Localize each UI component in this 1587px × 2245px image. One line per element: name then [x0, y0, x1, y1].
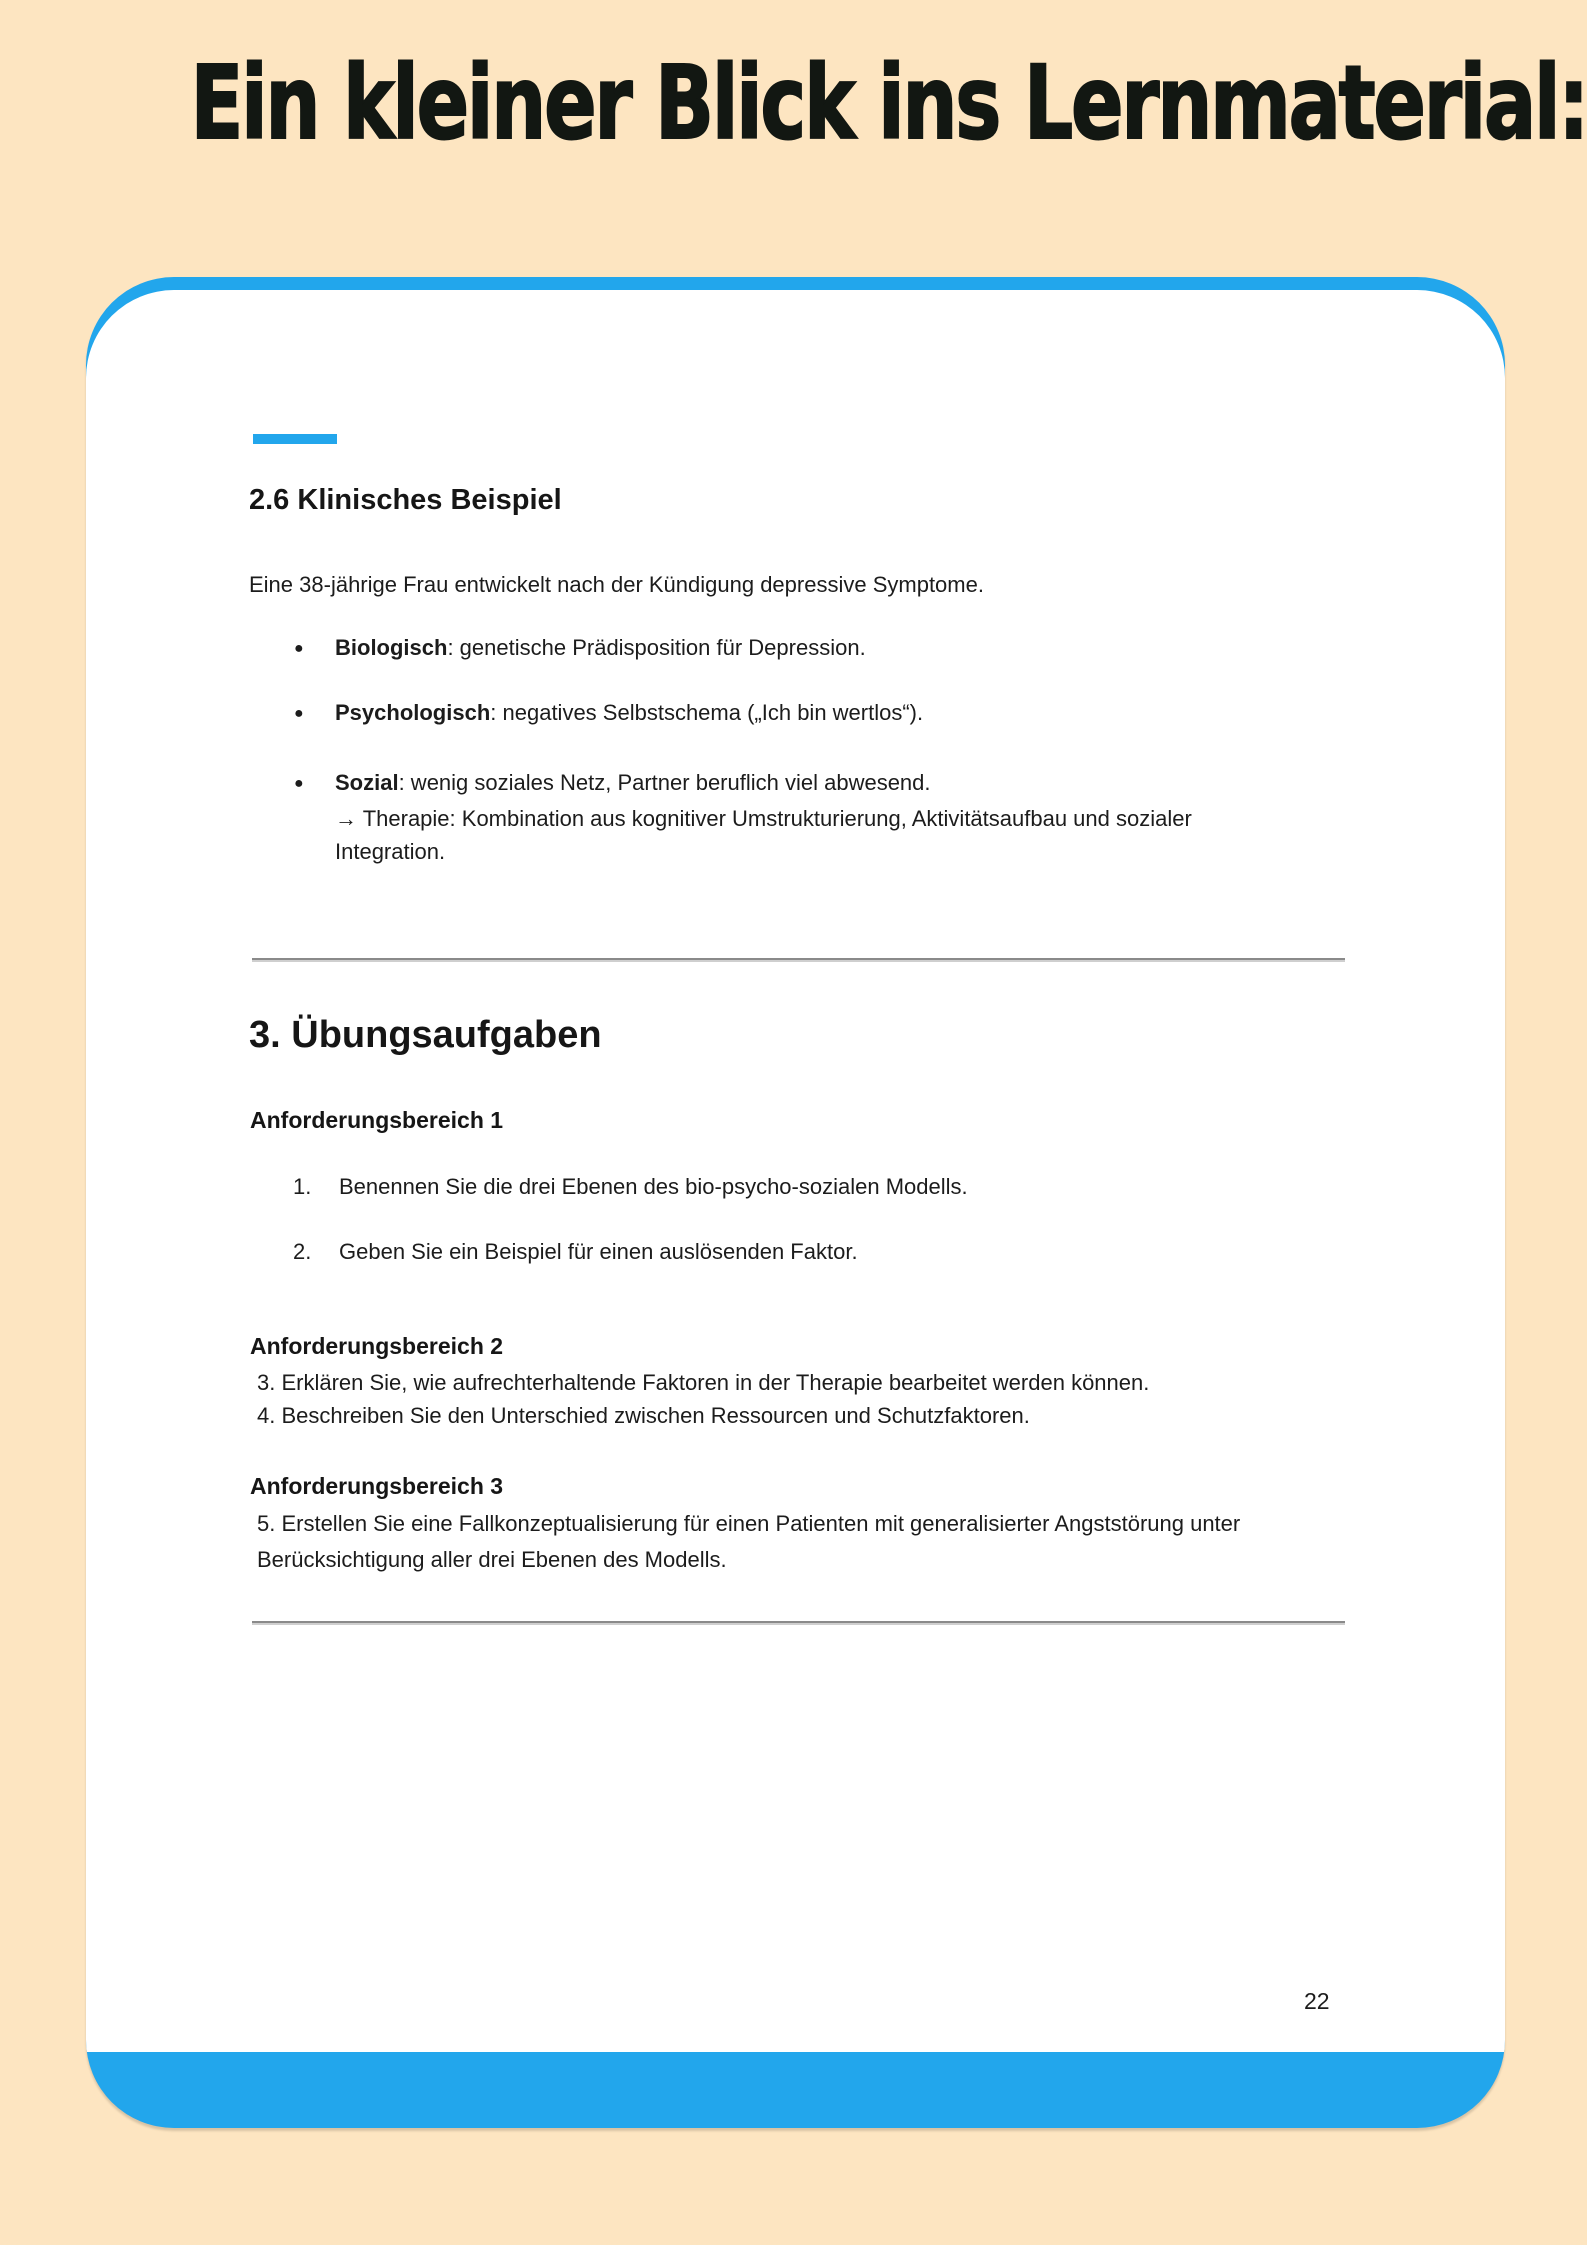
document-page [86, 290, 1505, 2052]
bullet-text: : wenig soziales Netz, Partner beruflich viel abwesend. [398, 770, 931, 795]
exercise-item-3: 3. Erklären Sie, wie aufrechterhaltende Faktoren in der Therapie bearbeitet werden können. [257, 1370, 1150, 1395]
bullet-term: Biologisch [335, 635, 448, 660]
clinical-section-heading: 2.6 Klinisches Beispiel [249, 484, 562, 516]
bullet-icon: ● [294, 640, 304, 657]
exercise-item-1 [293, 1172, 968, 1202]
page-title: Ein kleiner Blick ins Lernmaterial: [190, 44, 1587, 163]
document-card [86, 277, 1505, 2128]
clinical-intro-paragraph: Eine 38-jährige Frau entwickelt nach der Kündigung depressive Symptome. [249, 572, 984, 597]
accent-bar [253, 434, 337, 444]
bullet-text: : negatives Selbstschema („Ich bin wertlos“). [490, 700, 924, 725]
page-number: 22 [1304, 1988, 1330, 2014]
anforderungsbereich-2-heading: Anforderungsbereich 2 [250, 1333, 504, 1359]
bullet-term: Sozial [335, 770, 399, 795]
exercise-item-2 [293, 1237, 858, 1267]
section-divider [252, 1621, 1345, 1625]
item-text: Geben Sie ein Beispiel für einen auslösenden Faktor. [339, 1239, 858, 1264]
exercises-heading: 3. Übungsaufgaben [249, 1014, 602, 1056]
anforderungsbereich-3-heading: Anforderungsbereich 3 [250, 1473, 504, 1499]
item-number: 2. [293, 1239, 312, 1264]
bullet-icon: ● [294, 705, 304, 722]
bullet-item-psychologisch [294, 698, 1434, 729]
exercise-item-4: 4. Beschreiben Sie den Unterschied zwischen Ressourcen und Schutzfaktoren. [257, 1403, 1030, 1428]
bullet-text: : genetische Prädisposition für Depression. [447, 635, 866, 660]
bullet-item-biologisch [294, 633, 1434, 664]
bullet-term: Psychologisch [335, 700, 491, 725]
exercise-item-5: 5. Erstellen Sie eine Fallkonzeptualisierung für einen Patienten mit generalisierter Angststörung unter Berücksichtigung aller drei Ebenen des Modells. [257, 1511, 1241, 1572]
section-divider [252, 958, 1345, 962]
bullet-icon: ● [294, 775, 304, 792]
item-number: 1. [293, 1174, 312, 1199]
bullet-item-sozial [294, 768, 1434, 868]
anforderungsbereich-1-heading: Anforderungsbereich 1 [250, 1107, 504, 1133]
therapy-followup-text: → Therapie: Kombination aus kognitiver Umstrukturierung, Aktivitätsaufbau und sozialer Integration. [335, 806, 1192, 864]
item-text: Benennen Sie die drei Ebenen des bio-psycho-sozialen Modells. [339, 1174, 968, 1199]
